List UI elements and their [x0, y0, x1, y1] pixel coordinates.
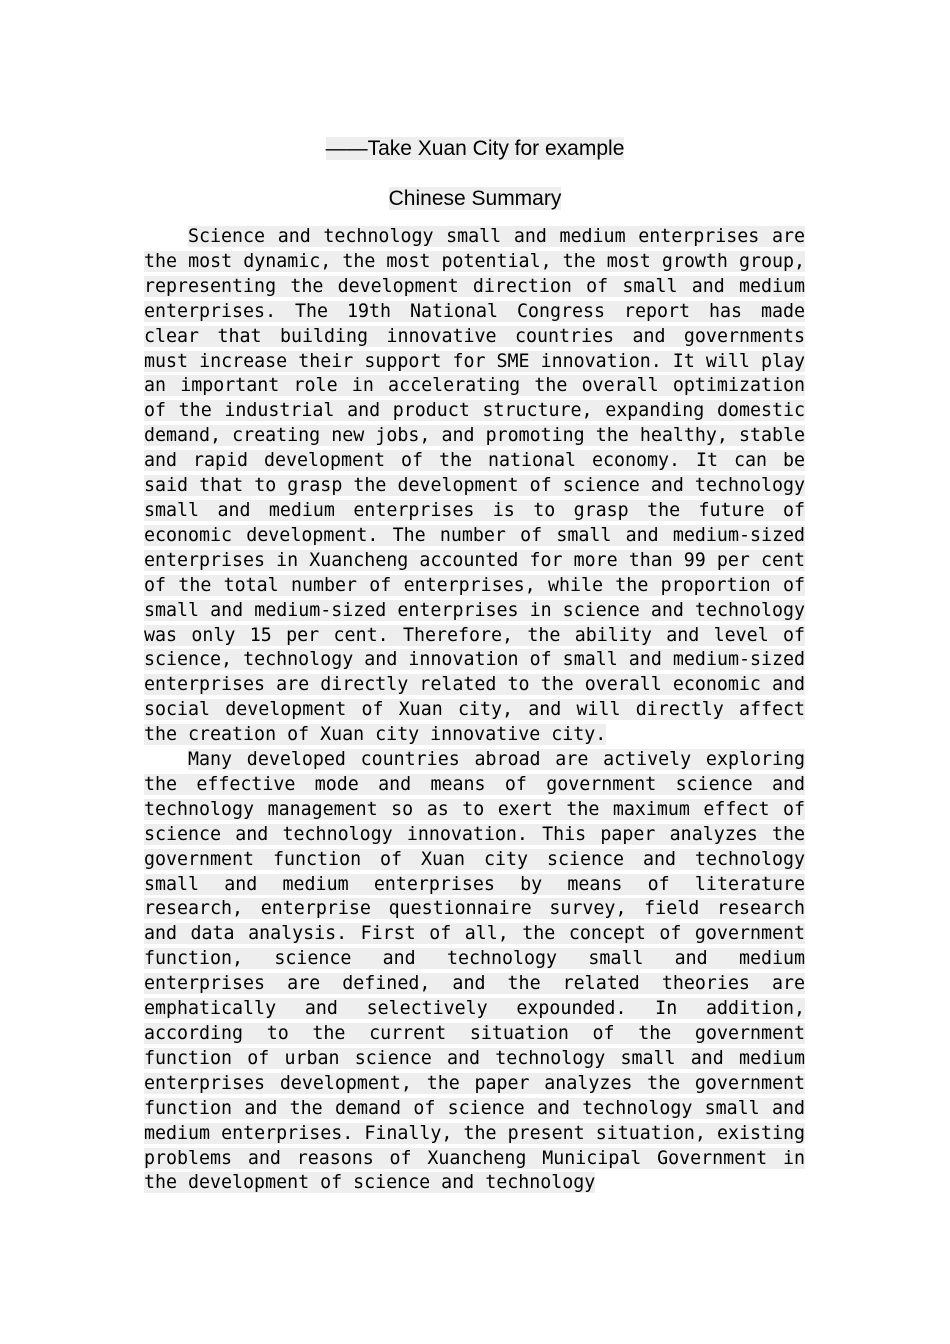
- section-title-text: Chinese Summary: [388, 187, 562, 210]
- document-subtitle-text: ——Take Xuan City for example: [325, 137, 625, 160]
- summary-paragraph: [144, 748, 805, 1196]
- section-title: [0, 185, 950, 213]
- document-subtitle: [0, 135, 950, 163]
- summary-paragraph-text: Science and technology small and medium enterprises are the most dynamic, the most potential, the most growth group, representing the development direction of small and medium enterprises. The 19th National Congress report has made clear that building innovative countries and governments must increase their support for SME innovation. It will play an important role in accelerating the overall optimization of the industrial and product structure, expanding domestic demand, creating new jobs, and promoting the healthy, stable and rapid development of the national economy. It can be said that to grasp the development of science and technology small and medium enterprises is to grasp the future of economic development. The number of small and medium-sized enterprises in Xuancheng accounted for more than 99 per cent of the total number of enterprises, while the proportion of small and medium-sized enterprises in science and technology was only 15 per cent. Therefore, the ability and level of science, technology and innovation of small and medium-sized enterprises are directly related to the overall economic and social development of Xuan city, and will directly affect the creation of Xuan city innovative city.: [144, 226, 805, 746]
- summary-body: [144, 225, 805, 1196]
- summary-paragraph: [144, 225, 805, 748]
- summary-paragraph-text: Many developed countries abroad are actively exploring the effective mode and means of government science and technology management so as to exert the maximum effect of science and technology innovation. This paper analyzes the government function of Xuan city science and technology small and medium enterprises by means of literature research, enterprise questionnaire survey, field research and data analysis. First of all, the concept of government function, science and technology small and medium enterprises are defined, and the related theories are emphatically and selectively expounded. In addition, according to the current situation of the government function of urban science and technology small and medium enterprises development, the paper analyzes the government function and the demand of science and technology small and medium enterprises. Finally, the present situation, existing problems and reasons of Xuancheng Municipal Government in the development of science and technology: [144, 749, 805, 1194]
